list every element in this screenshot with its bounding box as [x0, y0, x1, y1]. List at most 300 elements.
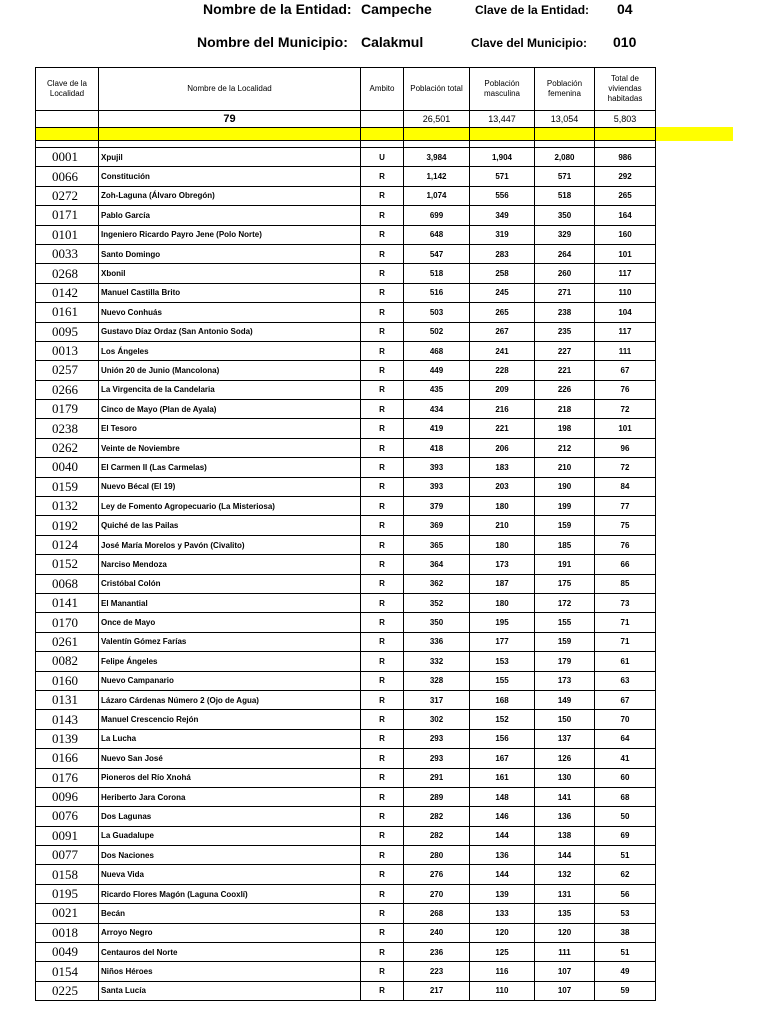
- cell-ambito: R: [361, 593, 404, 612]
- cell-nombre: Santo Domingo: [99, 244, 361, 263]
- table-row: [36, 943, 656, 962]
- cell-poblacion-masculina: 156: [470, 729, 535, 748]
- cell-clave: 0095: [36, 322, 99, 341]
- table-row: [36, 244, 656, 263]
- clave-entidad-value: 04: [617, 1, 633, 17]
- table-row: [36, 322, 656, 341]
- cell-clave: 0268: [36, 264, 99, 283]
- table-row: [36, 613, 656, 632]
- cell-viviendas: 96: [595, 438, 656, 457]
- cell-poblacion-masculina: 167: [470, 749, 535, 768]
- cell-viviendas: 71: [595, 632, 656, 651]
- cell-clave: 0158: [36, 865, 99, 884]
- cell-poblacion-femenina: 238: [535, 303, 595, 322]
- clave-municipio-label: Clave del Municipio:: [471, 36, 588, 50]
- cell-poblacion-masculina: 265: [470, 303, 535, 322]
- cell-poblacion-masculina: 209: [470, 380, 535, 399]
- cell-poblacion-total: 518: [404, 264, 470, 283]
- cell-poblacion-total: 364: [404, 555, 470, 574]
- cell-poblacion-masculina: 116: [470, 962, 535, 981]
- cell-ambito: R: [361, 671, 404, 690]
- totals-count: 79: [99, 111, 361, 128]
- cell-poblacion-total: 240: [404, 923, 470, 942]
- cell-poblacion-masculina: 144: [470, 826, 535, 845]
- cell-ambito: R: [361, 341, 404, 360]
- cell-poblacion-total: 217: [404, 981, 470, 1000]
- cell-poblacion-femenina: 149: [535, 690, 595, 709]
- cell-ambito: R: [361, 380, 404, 399]
- cell-clave: 0257: [36, 361, 99, 380]
- cell-poblacion-femenina: 175: [535, 574, 595, 593]
- cell-poblacion-total: 352: [404, 593, 470, 612]
- cell-nombre: Quiché de las Pailas: [99, 516, 361, 535]
- cell-clave: 0076: [36, 807, 99, 826]
- cell-poblacion-femenina: 235: [535, 322, 595, 341]
- table-row: [36, 419, 656, 438]
- table-row: [36, 477, 656, 496]
- entidad-value: Campeche: [361, 1, 432, 17]
- cell-ambito: R: [361, 749, 404, 768]
- cell-clave: 0124: [36, 535, 99, 554]
- cell-poblacion-femenina: 141: [535, 787, 595, 806]
- cell-viviendas: 75: [595, 516, 656, 535]
- cell-poblacion-total: 362: [404, 574, 470, 593]
- totals-blank-ambito: [361, 111, 404, 128]
- table-row: [36, 846, 656, 865]
- cell-viviendas: 67: [595, 361, 656, 380]
- cell-poblacion-femenina: 107: [535, 962, 595, 981]
- cell-poblacion-masculina: 180: [470, 535, 535, 554]
- cell-nombre: Xpujil: [99, 148, 361, 167]
- cell-poblacion-masculina: 183: [470, 458, 535, 477]
- cell-poblacion-total: 302: [404, 710, 470, 729]
- col-header-poblacion-femenina: Población femenina: [535, 68, 595, 111]
- cell-viviendas: 68: [595, 787, 656, 806]
- cell-ambito: R: [361, 555, 404, 574]
- cell-viviendas: 76: [595, 535, 656, 554]
- cell-poblacion-masculina: 571: [470, 167, 535, 186]
- cell-poblacion-total: 1,074: [404, 186, 470, 205]
- cell-ambito: R: [361, 613, 404, 632]
- cell-nombre: Nueva Vida: [99, 865, 361, 884]
- cell-poblacion-femenina: 226: [535, 380, 595, 399]
- cell-ambito: R: [361, 516, 404, 535]
- cell-viviendas: 63: [595, 671, 656, 690]
- cell-clave: 0238: [36, 419, 99, 438]
- cell-ambito: R: [361, 807, 404, 826]
- cell-ambito: R: [361, 283, 404, 302]
- cell-nombre: Constitución: [99, 167, 361, 186]
- cell-poblacion-total: 268: [404, 904, 470, 923]
- cell-viviendas: 101: [595, 419, 656, 438]
- table-row: [36, 729, 656, 748]
- cell-ambito: R: [361, 787, 404, 806]
- table-row: [36, 981, 656, 1000]
- cell-viviendas: 160: [595, 225, 656, 244]
- cell-poblacion-femenina: 198: [535, 419, 595, 438]
- cell-poblacion-masculina: 125: [470, 943, 535, 962]
- cell-ambito: R: [361, 574, 404, 593]
- cell-nombre: Dos Naciones: [99, 846, 361, 865]
- table-row: [36, 148, 656, 167]
- cell-poblacion-masculina: 153: [470, 652, 535, 671]
- cell-viviendas: 72: [595, 400, 656, 419]
- cell-poblacion-masculina: 110: [470, 981, 535, 1000]
- cell-poblacion-total: 648: [404, 225, 470, 244]
- cell-poblacion-femenina: 221: [535, 361, 595, 380]
- cell-clave: 0170: [36, 613, 99, 632]
- cell-poblacion-masculina: 221: [470, 419, 535, 438]
- table-row: [36, 768, 656, 787]
- cell-viviendas: 66: [595, 555, 656, 574]
- cell-ambito: R: [361, 361, 404, 380]
- table-row: [36, 807, 656, 826]
- cell-poblacion-femenina: 227: [535, 341, 595, 360]
- cell-ambito: R: [361, 225, 404, 244]
- cell-poblacion-masculina: 195: [470, 613, 535, 632]
- cell-nombre: Ley de Fomento Agropecuario (La Misteriosa): [99, 497, 361, 516]
- cell-nombre: Ricardo Flores Magón (Laguna Cooxlí): [99, 884, 361, 903]
- cell-viviendas: 73: [595, 593, 656, 612]
- cell-poblacion-femenina: 2,080: [535, 148, 595, 167]
- table-row: [36, 458, 656, 477]
- cell-ambito: U: [361, 148, 404, 167]
- cell-poblacion-masculina: 139: [470, 884, 535, 903]
- cell-nombre: Arroyo Negro: [99, 923, 361, 942]
- totals-total: 26,501: [404, 111, 470, 128]
- cell-poblacion-femenina: 212: [535, 438, 595, 457]
- cell-poblacion-total: 365: [404, 535, 470, 554]
- table-row: [36, 206, 656, 225]
- cell-viviendas: 64: [595, 729, 656, 748]
- totals-blank: [36, 111, 99, 128]
- cell-poblacion-femenina: 126: [535, 749, 595, 768]
- cell-poblacion-femenina: 159: [535, 632, 595, 651]
- cell-poblacion-masculina: 155: [470, 671, 535, 690]
- cell-poblacion-masculina: 136: [470, 846, 535, 865]
- table-row: [36, 167, 656, 186]
- cell-poblacion-total: 293: [404, 749, 470, 768]
- cell-clave: 0131: [36, 690, 99, 709]
- municipio-label: Nombre del Municipio:: [197, 34, 348, 50]
- cell-nombre: Dos Lagunas: [99, 807, 361, 826]
- cell-viviendas: 62: [595, 865, 656, 884]
- table-row: [36, 574, 656, 593]
- cell-poblacion-femenina: 199: [535, 497, 595, 516]
- municipio-value: Calakmul: [361, 34, 424, 50]
- cell-ambito: R: [361, 884, 404, 903]
- cell-poblacion-femenina: 264: [535, 244, 595, 263]
- cell-poblacion-masculina: 283: [470, 244, 535, 263]
- cell-nombre: Manuel Crescencio Rejón: [99, 710, 361, 729]
- cell-poblacion-total: 468: [404, 341, 470, 360]
- cell-ambito: R: [361, 419, 404, 438]
- cell-ambito: R: [361, 962, 404, 981]
- cell-nombre: Nuevo Bécal (El 19): [99, 477, 361, 496]
- cell-poblacion-femenina: 350: [535, 206, 595, 225]
- cell-poblacion-femenina: 210: [535, 458, 595, 477]
- cell-viviendas: 49: [595, 962, 656, 981]
- cell-poblacion-masculina: 133: [470, 904, 535, 923]
- cell-poblacion-total: 503: [404, 303, 470, 322]
- table-row: [36, 225, 656, 244]
- cell-viviendas: 117: [595, 322, 656, 341]
- cell-viviendas: 56: [595, 884, 656, 903]
- cell-nombre: Pioneros del Río Xnohá: [99, 768, 361, 787]
- cell-poblacion-masculina: 146: [470, 807, 535, 826]
- cell-clave: 0049: [36, 943, 99, 962]
- cell-poblacion-masculina: 349: [470, 206, 535, 225]
- cell-poblacion-masculina: 180: [470, 593, 535, 612]
- cell-poblacion-femenina: 135: [535, 904, 595, 923]
- highlight-row-extension: [655, 127, 733, 141]
- cell-poblacion-total: 434: [404, 400, 470, 419]
- cell-nombre: Nuevo San José: [99, 749, 361, 768]
- cell-ambito: R: [361, 497, 404, 516]
- table-row: [36, 341, 656, 360]
- cell-poblacion-femenina: 150: [535, 710, 595, 729]
- cell-nombre: El Carmen II (Las Carmelas): [99, 458, 361, 477]
- cell-nombre: Heriberto Jara Corona: [99, 787, 361, 806]
- cell-nombre: Narciso Mendoza: [99, 555, 361, 574]
- cell-viviendas: 292: [595, 167, 656, 186]
- cell-viviendas: 72: [595, 458, 656, 477]
- cell-clave: 0176: [36, 768, 99, 787]
- totals-row: [36, 111, 656, 128]
- cell-clave: 0225: [36, 981, 99, 1000]
- col-header-poblacion-total: Población total: [404, 68, 470, 111]
- cell-viviendas: 61: [595, 652, 656, 671]
- cell-viviendas: 986: [595, 148, 656, 167]
- cell-nombre: Manuel Castilla Brito: [99, 283, 361, 302]
- cell-poblacion-total: 223: [404, 962, 470, 981]
- cell-nombre: Cristóbal Colón: [99, 574, 361, 593]
- cell-clave: 0143: [36, 710, 99, 729]
- cell-nombre: Pablo García: [99, 206, 361, 225]
- cell-poblacion-total: 270: [404, 884, 470, 903]
- cell-nombre: José María Morelos y Pavón (Civalito): [99, 535, 361, 554]
- cell-poblacion-masculina: 120: [470, 923, 535, 942]
- cell-ambito: R: [361, 846, 404, 865]
- cell-nombre: Nuevo Campanario: [99, 671, 361, 690]
- cell-poblacion-total: 547: [404, 244, 470, 263]
- cell-poblacion-masculina: 267: [470, 322, 535, 341]
- cell-poblacion-total: 293: [404, 729, 470, 748]
- col-header-poblacion-masculina: Población masculina: [470, 68, 535, 111]
- cell-ambito: R: [361, 264, 404, 283]
- cell-poblacion-masculina: 187: [470, 574, 535, 593]
- cell-clave: 0018: [36, 923, 99, 942]
- cell-poblacion-masculina: 161: [470, 768, 535, 787]
- cell-poblacion-masculina: 556: [470, 186, 535, 205]
- cell-clave: 0166: [36, 749, 99, 768]
- cell-poblacion-total: 699: [404, 206, 470, 225]
- table-header-row: [36, 68, 656, 111]
- cell-poblacion-total: 332: [404, 652, 470, 671]
- table-row: [36, 186, 656, 205]
- cell-clave: 0139: [36, 729, 99, 748]
- cell-poblacion-total: 1,142: [404, 167, 470, 186]
- cell-viviendas: 77: [595, 497, 656, 516]
- cell-ambito: R: [361, 186, 404, 205]
- cell-clave: 0192: [36, 516, 99, 535]
- cell-nombre: Gustavo Díaz Ordaz (San Antonio Soda): [99, 322, 361, 341]
- totals-masc: 13,447: [470, 111, 535, 128]
- cell-viviendas: 101: [595, 244, 656, 263]
- cell-clave: 0001: [36, 148, 99, 167]
- cell-clave: 0142: [36, 283, 99, 302]
- table-row: [36, 632, 656, 651]
- cell-nombre: Santa Lucía: [99, 981, 361, 1000]
- table-row: [36, 303, 656, 322]
- cell-viviendas: 51: [595, 943, 656, 962]
- cell-poblacion-femenina: 190: [535, 477, 595, 496]
- cell-poblacion-total: 435: [404, 380, 470, 399]
- cell-poblacion-total: 282: [404, 807, 470, 826]
- cell-poblacion-total: 3,984: [404, 148, 470, 167]
- cell-poblacion-femenina: 132: [535, 865, 595, 884]
- cell-poblacion-masculina: 144: [470, 865, 535, 884]
- cell-nombre: Zoh-Laguna (Álvaro Obregón): [99, 186, 361, 205]
- cell-viviendas: 69: [595, 826, 656, 845]
- cell-viviendas: 60: [595, 768, 656, 787]
- cell-viviendas: 110: [595, 283, 656, 302]
- cell-viviendas: 50: [595, 807, 656, 826]
- cell-ambito: R: [361, 438, 404, 457]
- cell-viviendas: 70: [595, 710, 656, 729]
- table-row: [36, 710, 656, 729]
- cell-poblacion-total: 282: [404, 826, 470, 845]
- cell-nombre: Felipe Ángeles: [99, 652, 361, 671]
- table-row: [36, 671, 656, 690]
- cell-ambito: R: [361, 710, 404, 729]
- cell-poblacion-total: 289: [404, 787, 470, 806]
- localidades-table: [35, 67, 656, 1001]
- cell-viviendas: 85: [595, 574, 656, 593]
- cell-poblacion-total: 393: [404, 458, 470, 477]
- clave-municipio-value: 010: [613, 34, 637, 50]
- cell-clave: 0141: [36, 593, 99, 612]
- cell-poblacion-femenina: 518: [535, 186, 595, 205]
- col-header-nombre: Nombre de la Localidad: [99, 68, 361, 111]
- cell-poblacion-femenina: 137: [535, 729, 595, 748]
- cell-clave: 0266: [36, 380, 99, 399]
- cell-nombre: Cinco de Mayo (Plan de Ayala): [99, 400, 361, 419]
- cell-clave: 0132: [36, 497, 99, 516]
- table-row: [36, 555, 656, 574]
- cell-nombre: El Tesoro: [99, 419, 361, 438]
- cell-ambito: R: [361, 768, 404, 787]
- cell-poblacion-masculina: 173: [470, 555, 535, 574]
- cell-ambito: R: [361, 632, 404, 651]
- cell-ambito: R: [361, 167, 404, 186]
- cell-poblacion-total: 516: [404, 283, 470, 302]
- cell-poblacion-total: 419: [404, 419, 470, 438]
- cell-poblacion-femenina: 155: [535, 613, 595, 632]
- table-row: [36, 749, 656, 768]
- cell-ambito: R: [361, 729, 404, 748]
- cell-nombre: Becán: [99, 904, 361, 923]
- cell-nombre: Nuevo Conhuás: [99, 303, 361, 322]
- cell-poblacion-femenina: 191: [535, 555, 595, 574]
- cell-poblacion-total: 350: [404, 613, 470, 632]
- cell-poblacion-femenina: 271: [535, 283, 595, 302]
- cell-nombre: La Virgencita de la Candelaria: [99, 380, 361, 399]
- cell-poblacion-total: 336: [404, 632, 470, 651]
- cell-poblacion-total: 379: [404, 497, 470, 516]
- table-row: [36, 962, 656, 981]
- cell-poblacion-total: 291: [404, 768, 470, 787]
- cell-ambito: R: [361, 904, 404, 923]
- cell-poblacion-masculina: 210: [470, 516, 535, 535]
- cell-viviendas: 265: [595, 186, 656, 205]
- cell-viviendas: 164: [595, 206, 656, 225]
- table-row: [36, 283, 656, 302]
- cell-nombre: El Manantial: [99, 593, 361, 612]
- cell-viviendas: 117: [595, 264, 656, 283]
- cell-poblacion-femenina: 173: [535, 671, 595, 690]
- cell-poblacion-masculina: 206: [470, 438, 535, 457]
- cell-poblacion-total: 276: [404, 865, 470, 884]
- cell-poblacion-femenina: 329: [535, 225, 595, 244]
- table-row: [36, 516, 656, 535]
- cell-clave: 0154: [36, 962, 99, 981]
- cell-nombre: Unión 20 de Junio (Mancolona): [99, 361, 361, 380]
- spacer-row: [36, 141, 656, 148]
- cell-nombre: Centauros del Norte: [99, 943, 361, 962]
- cell-viviendas: 51: [595, 846, 656, 865]
- cell-nombre: Ingeniero Ricardo Payro Jene (Polo Norte): [99, 225, 361, 244]
- table-row: [36, 380, 656, 399]
- cell-clave: 0040: [36, 458, 99, 477]
- cell-poblacion-total: 280: [404, 846, 470, 865]
- table-body: [36, 148, 656, 1001]
- cell-ambito: R: [361, 923, 404, 942]
- cell-clave: 0159: [36, 477, 99, 496]
- cell-poblacion-masculina: 148: [470, 787, 535, 806]
- cell-poblacion-femenina: 120: [535, 923, 595, 942]
- table-row: [36, 361, 656, 380]
- cell-clave: 0160: [36, 671, 99, 690]
- cell-ambito: R: [361, 303, 404, 322]
- table-row: [36, 923, 656, 942]
- cell-poblacion-femenina: 138: [535, 826, 595, 845]
- cell-ambito: R: [361, 322, 404, 341]
- table-row: [36, 904, 656, 923]
- cell-poblacion-femenina: 131: [535, 884, 595, 903]
- clave-entidad-label: Clave de la Entidad:: [475, 3, 590, 17]
- cell-clave: 0091: [36, 826, 99, 845]
- cell-ambito: R: [361, 865, 404, 884]
- cell-ambito: R: [361, 981, 404, 1000]
- cell-nombre: Niños Héroes: [99, 962, 361, 981]
- cell-ambito: R: [361, 690, 404, 709]
- col-header-clave: Clave de la Localidad: [36, 68, 99, 111]
- cell-viviendas: 41: [595, 749, 656, 768]
- table-row: [36, 497, 656, 516]
- highlight-row: [36, 128, 656, 141]
- cell-poblacion-femenina: 130: [535, 768, 595, 787]
- cell-poblacion-total: 449: [404, 361, 470, 380]
- cell-clave: 0152: [36, 555, 99, 574]
- cell-poblacion-masculina: 1,904: [470, 148, 535, 167]
- cell-poblacion-femenina: 179: [535, 652, 595, 671]
- cell-viviendas: 84: [595, 477, 656, 496]
- cell-poblacion-femenina: 107: [535, 981, 595, 1000]
- cell-ambito: R: [361, 826, 404, 845]
- cell-poblacion-femenina: 172: [535, 593, 595, 612]
- col-header-viviendas: Total de viviendas habitadas: [595, 68, 656, 111]
